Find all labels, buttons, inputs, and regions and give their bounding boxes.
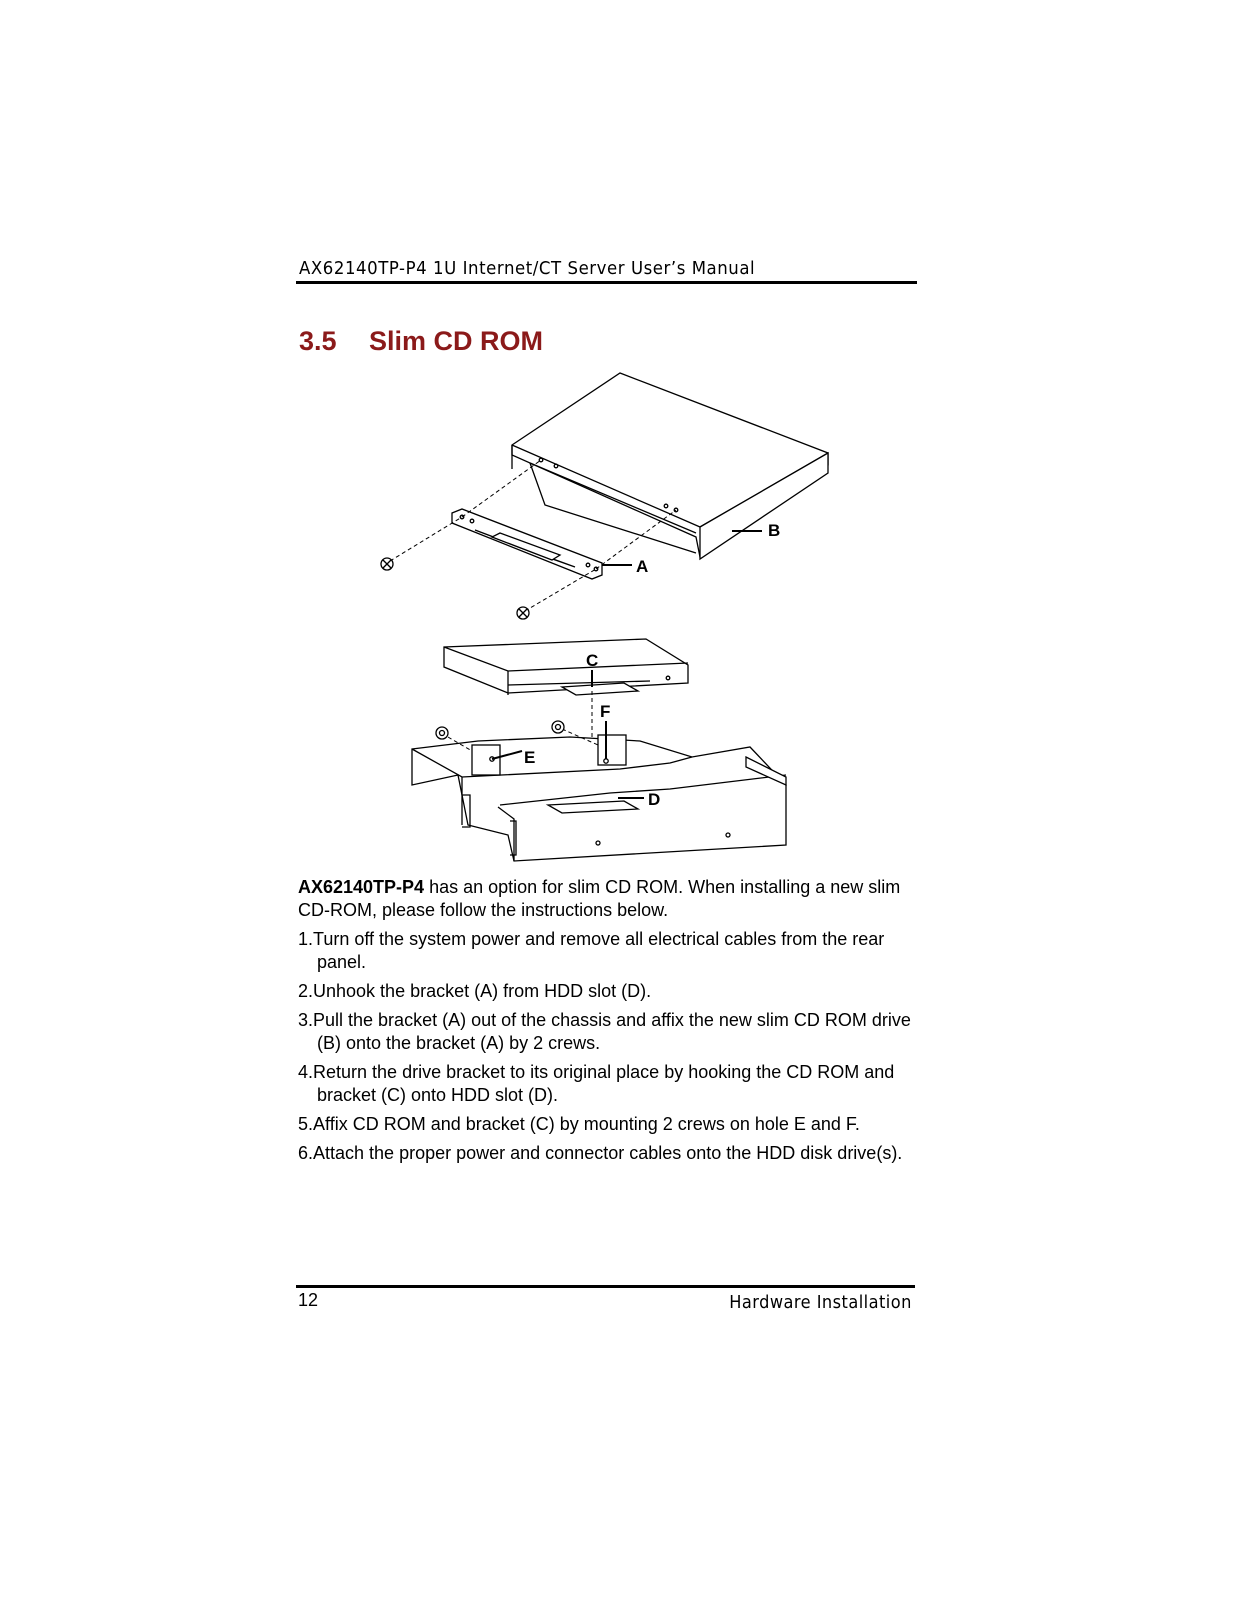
label-b: B [768,521,781,540]
label-a: A [636,557,649,576]
cd-rom-drive-b [512,373,828,559]
label-c: C [586,651,599,670]
body-text [298,876,913,1165]
section-number: 3.5 [299,326,337,356]
step-3: 3.Pull the bracket (A) out of the chassis and affix the new slim CD ROM drive (B) onto the bracket (A) by 2 crews. [298,1010,911,1053]
label-d: D [648,790,661,809]
step-1: 1.Turn off the system power and remove all electrical cables from the rear panel. [298,929,885,972]
section-title: Slim CD ROM [369,326,544,356]
section-heading [299,326,543,357]
step-6: 6.Attach the proper power and connector cables onto the HDD disk drive(s). [298,1143,903,1163]
footer-rule [296,1285,915,1288]
screw-icon [517,607,529,619]
intro-paragraph [298,876,913,922]
label-f: F [600,702,611,721]
label-e: E [524,748,536,767]
screw-icon [552,721,564,733]
running-header: AX62140TP-P4 1U Internet/CT Server User’s Manual [299,258,756,279]
model-name: AX62140TP-P4 [298,877,425,897]
chassis-hdd-slot-d [412,729,786,861]
cd-rom-installation-diagram [370,365,830,865]
step-4: 4.Return the drive bracket to its original place by hooking the CD ROM and bracket (C) onto HDD slot (D). [298,1062,895,1105]
intro-text: has an option for slim CD ROM. When installing a new slim CD-ROM, please follow the instructions below. [298,877,901,920]
step-2: 2.Unhook the bracket (A) from HDD slot (D). [298,981,652,1001]
footer-section-title: Hardware Installation [729,1292,912,1313]
header-rule [296,281,917,284]
screw-icon [381,558,393,570]
step-5: 5.Affix CD ROM and bracket (C) by mounting 2 crews on hole E and F. [298,1114,860,1134]
screw-icon [436,727,448,739]
page-number: 12 [298,1290,319,1310]
